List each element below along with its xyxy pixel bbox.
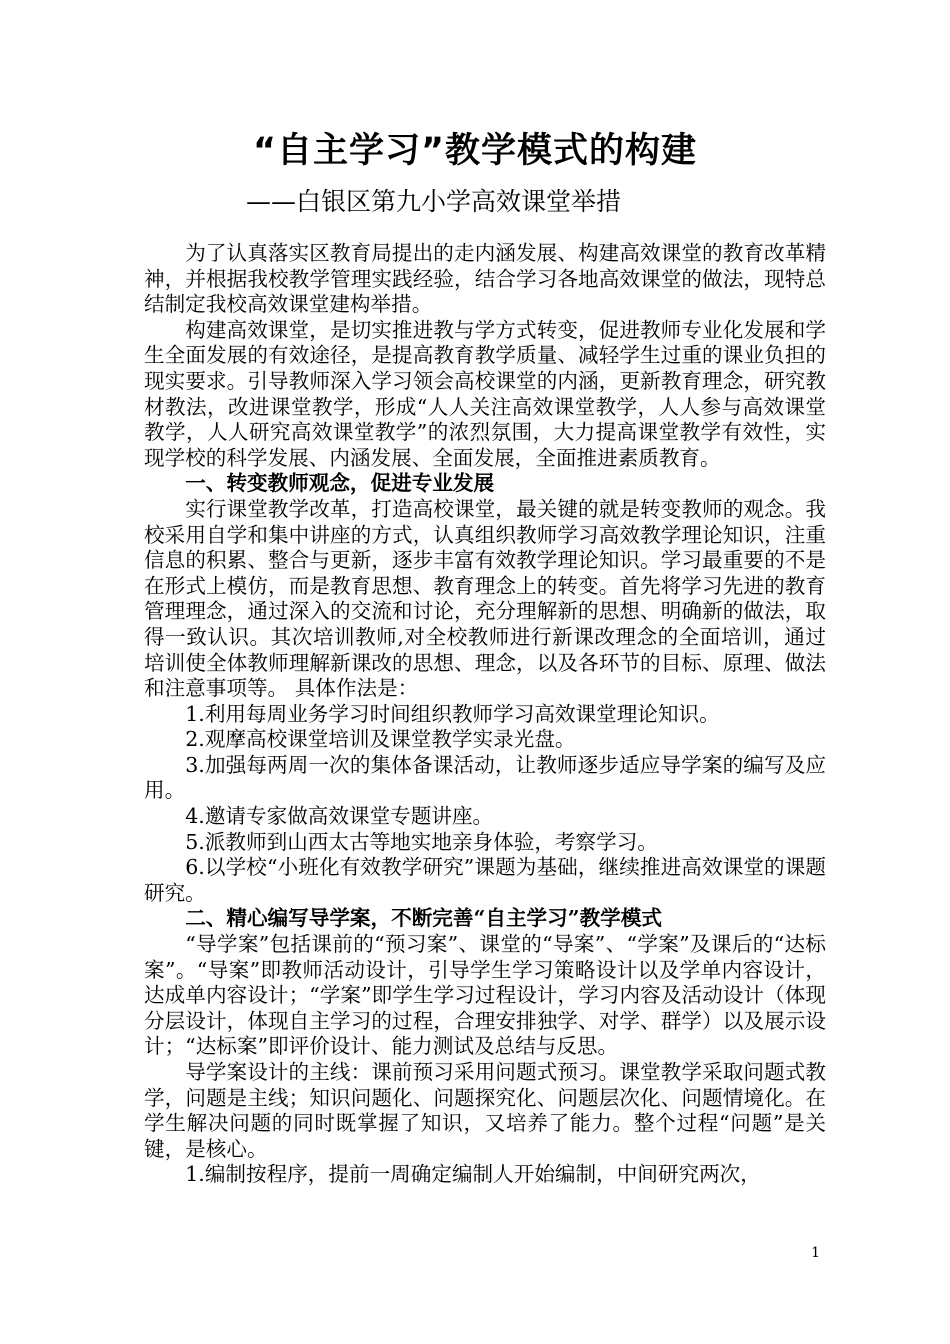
document-title: “自主学习”教学模式的构建 bbox=[252, 131, 697, 171]
document-body bbox=[144, 241, 826, 1188]
paragraph: 为了认真落实区教育局提出的走内涵发展、构建高效课堂的教育改革精神，并根据我校教学管理实践经验，结合学习各地高效课堂的做法，现特总结制定我校高效课堂建构举措。 bbox=[144, 241, 826, 317]
list-item: 2.观摩高校课堂培训及课堂教学实录光盘。 bbox=[185, 727, 576, 752]
paragraph: “导学案”包括课前的“预习案”、课堂的“导案”、“学案”及课后的“达标案”。“导案”即教师活动设计，引导学生学习策略设计以及学单内容设计，达成单内容设计；“学案”即学生学习过程设计，学习内容及活动设计（体现分层设计，体现自主学习的过程，合理安排独学、对学、群学）以及展示设计；“达标案”即评价设计、能力测试及总结与反思。 bbox=[144, 932, 826, 1059]
document-subtitle: ——白银区第九小学高效课堂举措 bbox=[246, 187, 622, 216]
page-number: 1 bbox=[811, 1245, 820, 1261]
list-item: 3.加强每两周一次的集体备课活动，让教师逐步适应导学案的编写及应用。 bbox=[144, 752, 826, 803]
paragraph: 构建高效课堂，是切实推进教与学方式转变，促进教师专业化发展和学生全面发展的有效途径，是提高教育教学质量、减轻学生过重的课业负担的现实要求。引导教师深入学习领会高校课堂的内涵，更新教育理念，研究教材教法，改进课堂教学，形成“人人关注高效课堂教学，人人参与高效课堂教学，人人研究高效课堂教学”的浓烈氛围，大力提高课堂教学有效性，实现学校的科学发展、内涵发展、全面发展，全面推进素质教育。 bbox=[144, 317, 826, 470]
list-item: 1.编制按程序，提前一周确定编制人开始编制，中间研究两次， bbox=[185, 1162, 761, 1187]
list-item: 4.邀请专家做高效课堂专题讲座。 bbox=[185, 804, 494, 829]
list-item: 1.利用每周业务学习时间组织教师学习高效课堂理论知识。 bbox=[185, 701, 720, 726]
paragraph: 实行课堂教学改革，打造高校课堂，最关键的就是转变教师的观念。我校采用自学和集中讲座的方式，认真组织教师学习高效教学理论知识，注重信息的积累、整合与更新，逐步丰富有效教学理论知识。学习最重要的不是在形式上模仿，而是教育思想、教育理念上的转变。首先将学习先进的教育管理理念，通过深入的交流和讨论，充分理解新的思想、明确新的做法，取得一致认识。其次培训教师,对全校教师进行新课改理念的全面培训，通过培训使全体教师理解新课改的思想、理念，以及各环节的目标、原理、做法和注意事项等。 具体作法是： bbox=[144, 496, 826, 701]
section-heading: 一、转变教师观念，促进专业发展 bbox=[185, 471, 495, 496]
list-item: 5.派教师到山西太古等地实地亲身体验，考察学习。 bbox=[185, 829, 658, 854]
paragraph: 导学案设计的主线：课前预习采用问题式预习。课堂教学采取问题式教学，问题是主线；知识问题化、问题探究化、问题层次化、问题情境化。在学生解决问题的同时既掌握了知识，又培养了能力。整个过程“问题”是关键，是核心。 bbox=[144, 1060, 826, 1161]
list-item: 6.以学校“小班化有效教学研究”课题为基础，继续推进高效课堂的课题研究。 bbox=[144, 855, 826, 905]
section-heading: 二、精心编写导学案，不断完善“自主学习”教学模式 bbox=[185, 906, 662, 931]
